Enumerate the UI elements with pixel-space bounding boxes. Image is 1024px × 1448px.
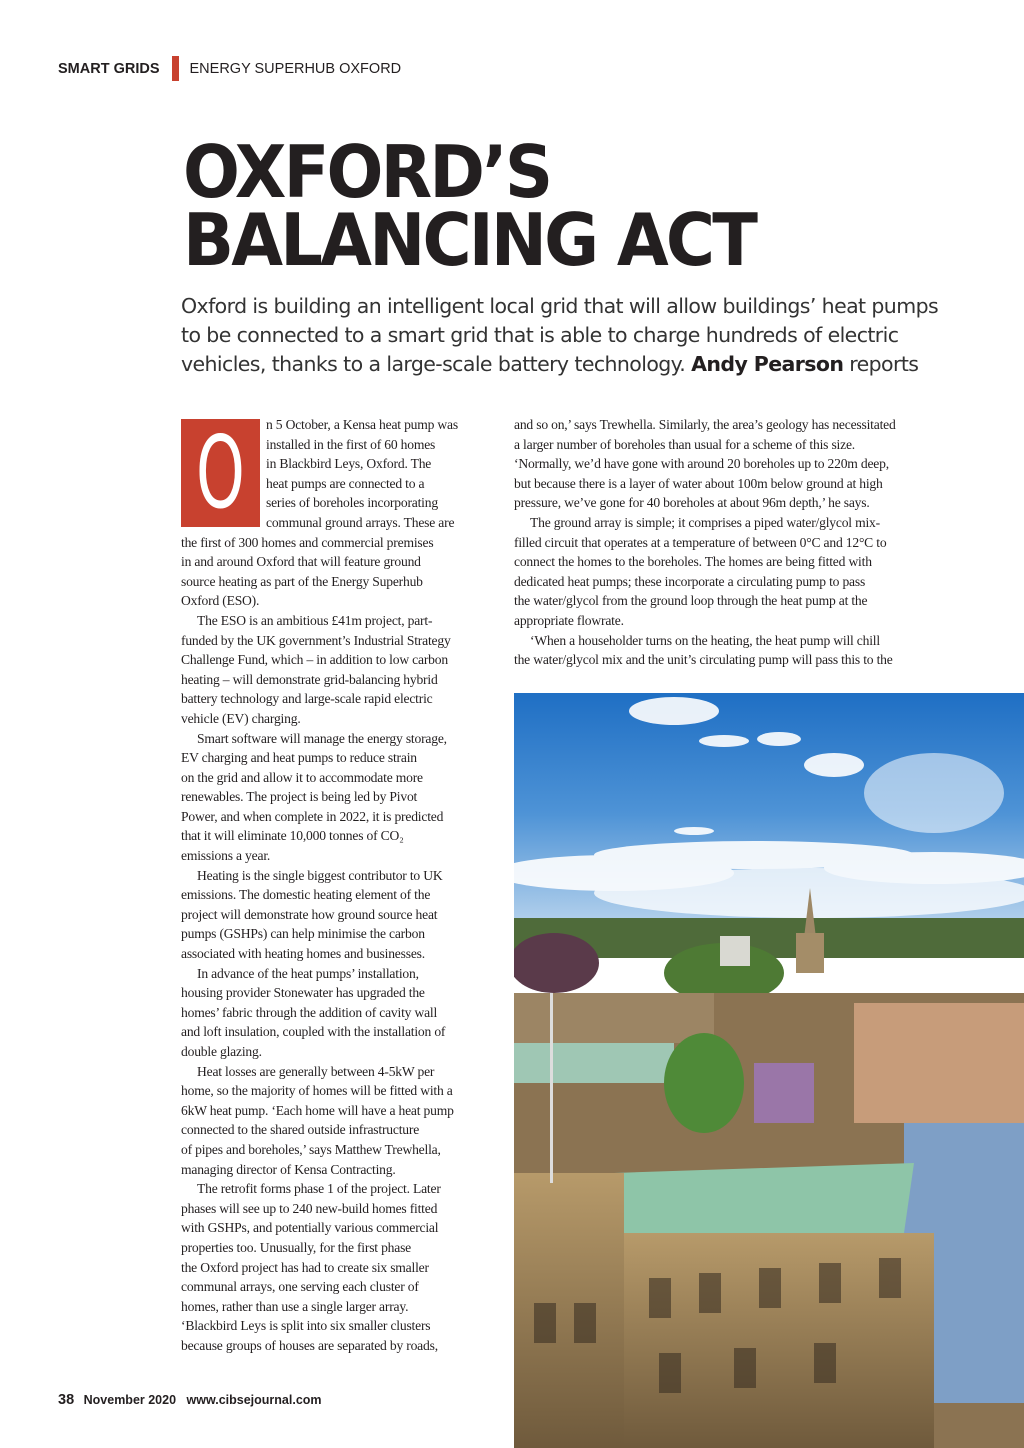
text-line: in and around Oxford that will feature ground xyxy=(181,554,421,570)
text-line: 6kW heat pump. ‘Each home will have a heat pump xyxy=(181,1102,454,1118)
text-line: n 5 October, a Kensa heat pump was xyxy=(266,417,458,432)
text-line: connected to the shared outside infrastructure xyxy=(181,1122,420,1138)
text-line: ‘Blackbird Leys is split into six smaller clusters xyxy=(181,1318,431,1334)
text-line: filled circuit that operates at a temperature of between 0°C and 12°C to xyxy=(514,534,887,550)
title-line: BALANCING ACT xyxy=(183,198,756,282)
text-line: project will demonstrate how ground source heat xyxy=(181,906,438,922)
text-line: and loft insulation, coupled with the installation of xyxy=(181,1024,446,1040)
text-line: in Blackbird Leys, Oxford. The xyxy=(266,456,432,472)
text-line: installed in the first of 60 homes xyxy=(266,436,436,452)
text-line: emissions a year. xyxy=(181,848,271,864)
standfirst-line: to be connected to a smart grid that is able to charge hundreds of electric xyxy=(181,323,899,347)
paragraph xyxy=(181,611,487,729)
topic-label: ENERGY SUPERHUB OXFORD xyxy=(189,60,402,77)
oxford-skyline-photo xyxy=(514,693,1024,1448)
text-line: pumps (GSHPs) can help minimise the carbon xyxy=(181,926,425,942)
text-line: communal arrays, one serving each cluster of xyxy=(181,1279,419,1295)
text-line: battery technology and large-scale rapid electric xyxy=(181,691,433,707)
text-line: The ground array is simple; it comprises a piped water/glycol mix- xyxy=(530,514,880,530)
text-line: Power, and when complete in 2022, it is predicted xyxy=(181,808,444,824)
text-line: of pipes and boreholes,’ says Matthew Trewhella, xyxy=(181,1141,441,1157)
paragraph xyxy=(181,729,487,866)
text-line: housing provider Stonewater has upgraded the xyxy=(181,985,425,1001)
text-line: Oxford (ESO). xyxy=(181,593,260,609)
text-line: Challenge Fund, which – in addition to low carbon xyxy=(181,652,448,668)
text-line: because groups of houses are separated by roads, xyxy=(181,1337,438,1353)
text-line: Heating is the single biggest contributor to UK xyxy=(197,867,443,883)
standfirst-text: reports xyxy=(849,352,919,376)
text-line: emissions. The domestic heating element of the xyxy=(181,887,431,903)
text-line: The ESO is an ambitious £41m project, part- xyxy=(197,612,433,628)
text-line: homes’ fabric through the addition of cavity wall xyxy=(181,1004,438,1020)
text-line: homes, rather than use a single larger array. xyxy=(181,1298,409,1314)
text-line: funded by the UK government’s Industrial Strategy xyxy=(181,632,451,648)
text-line: communal ground arrays. These are xyxy=(266,514,455,530)
section-divider xyxy=(172,56,179,81)
text-line: the first of 300 homes and commercial premises xyxy=(181,534,434,550)
body-column-left xyxy=(181,415,487,1356)
text-line: dedicated heat pumps; these incorporate a circulating pump to pass xyxy=(514,573,866,589)
text-line: series of boreholes incorporating xyxy=(266,495,438,511)
text-line: that it will eliminate 10,000 tonnes of CO₂ xyxy=(181,828,404,844)
paragraph xyxy=(181,1062,487,1180)
standfirst-line: Oxford is building an intelligent local grid that will allow buildings’ heat pumps xyxy=(181,294,939,318)
page-number: 38 xyxy=(58,1392,75,1408)
section-label: SMART GRIDS xyxy=(58,60,160,77)
text-line: a larger number of boreholes than usual for a scheme of this size. xyxy=(514,436,856,452)
drop-cap-letter: O xyxy=(196,414,245,531)
paragraph xyxy=(181,964,487,1062)
text-line: Smart software will manage the energy storage, xyxy=(197,730,447,746)
paragraph xyxy=(514,631,938,670)
text-line: EV charging and heat pumps to reduce strain xyxy=(181,750,417,766)
text-line: managing director of Kensa Contracting. xyxy=(181,1161,396,1177)
text-line: heat pumps are connected to a xyxy=(266,475,425,491)
text-line: and so on,’ says Trewhella. Similarly, the area’s geology has necessitated xyxy=(514,417,896,432)
text-line: the Oxford project has had to create six smaller xyxy=(181,1259,429,1275)
text-line: renewables. The project is being led by Pivot xyxy=(181,789,418,805)
standfirst xyxy=(181,292,961,379)
text-line: In advance of the heat pumps’ installation, xyxy=(197,965,419,981)
text-line: appropriate flowrate. xyxy=(514,612,624,628)
paragraph xyxy=(514,415,938,513)
text-line: associated with heating homes and businesses. xyxy=(181,946,425,962)
author-name: Andy Pearson xyxy=(691,352,844,376)
article-title xyxy=(183,130,756,282)
text-line: double glazing. xyxy=(181,1044,262,1059)
text-line: phases will see up to 240 new-build homes fitted xyxy=(181,1200,438,1216)
text-line: source heating as part of the Energy Superhub xyxy=(181,573,423,589)
text-line: The retrofit forms phase 1 of the project. Later xyxy=(197,1181,441,1197)
paragraph xyxy=(181,1179,487,1355)
body-column-right xyxy=(514,415,938,670)
text-line: with GSHPs, and potentially various commercial xyxy=(181,1220,439,1236)
text-line: home, so the majority of homes will be fitted with a xyxy=(181,1083,453,1099)
text-line: vehicle (EV) charging. xyxy=(181,710,301,726)
text-line: Heat losses are generally between 4-5kW per xyxy=(197,1063,435,1079)
website-url[interactable]: www.cibsejournal.com xyxy=(186,1393,322,1407)
text-line: the water/glycol mix and the unit’s circulating pump will pass this to the xyxy=(514,652,893,668)
text-line: but because there is a layer of water about 100m below ground at high xyxy=(514,475,883,491)
running-header xyxy=(58,56,401,81)
text-line: on the grid and allow it to accommodate more xyxy=(181,769,423,785)
text-line: connect the homes to the boreholes. The homes are being fitted with xyxy=(514,554,872,570)
paragraph xyxy=(514,513,938,631)
title-line: OXFORD’S xyxy=(183,130,551,214)
text-line: ‘When a householder turns on the heating, the heat pump will chill xyxy=(530,632,880,648)
page-footer xyxy=(58,1392,329,1408)
paragraph xyxy=(181,866,487,964)
issue-date: November 2020 xyxy=(83,1393,177,1407)
paragraph xyxy=(181,415,487,611)
standfirst-text: vehicles, thanks to a large-scale battery technology. xyxy=(181,352,686,376)
text-line: ‘Normally, we’d have gone with around 20 boreholes up to 220m deep, xyxy=(514,456,889,472)
text-line: the water/glycol from the ground loop through the heat pump at the xyxy=(514,593,868,609)
text-line: heating – will demonstrate grid-balancing hybrid xyxy=(181,671,438,687)
text-line: properties too. Unusually, for the first phase xyxy=(181,1239,412,1255)
text-line: pressure, we’ve gone for 40 boreholes at about 96m depth,’ he says. xyxy=(514,495,870,511)
